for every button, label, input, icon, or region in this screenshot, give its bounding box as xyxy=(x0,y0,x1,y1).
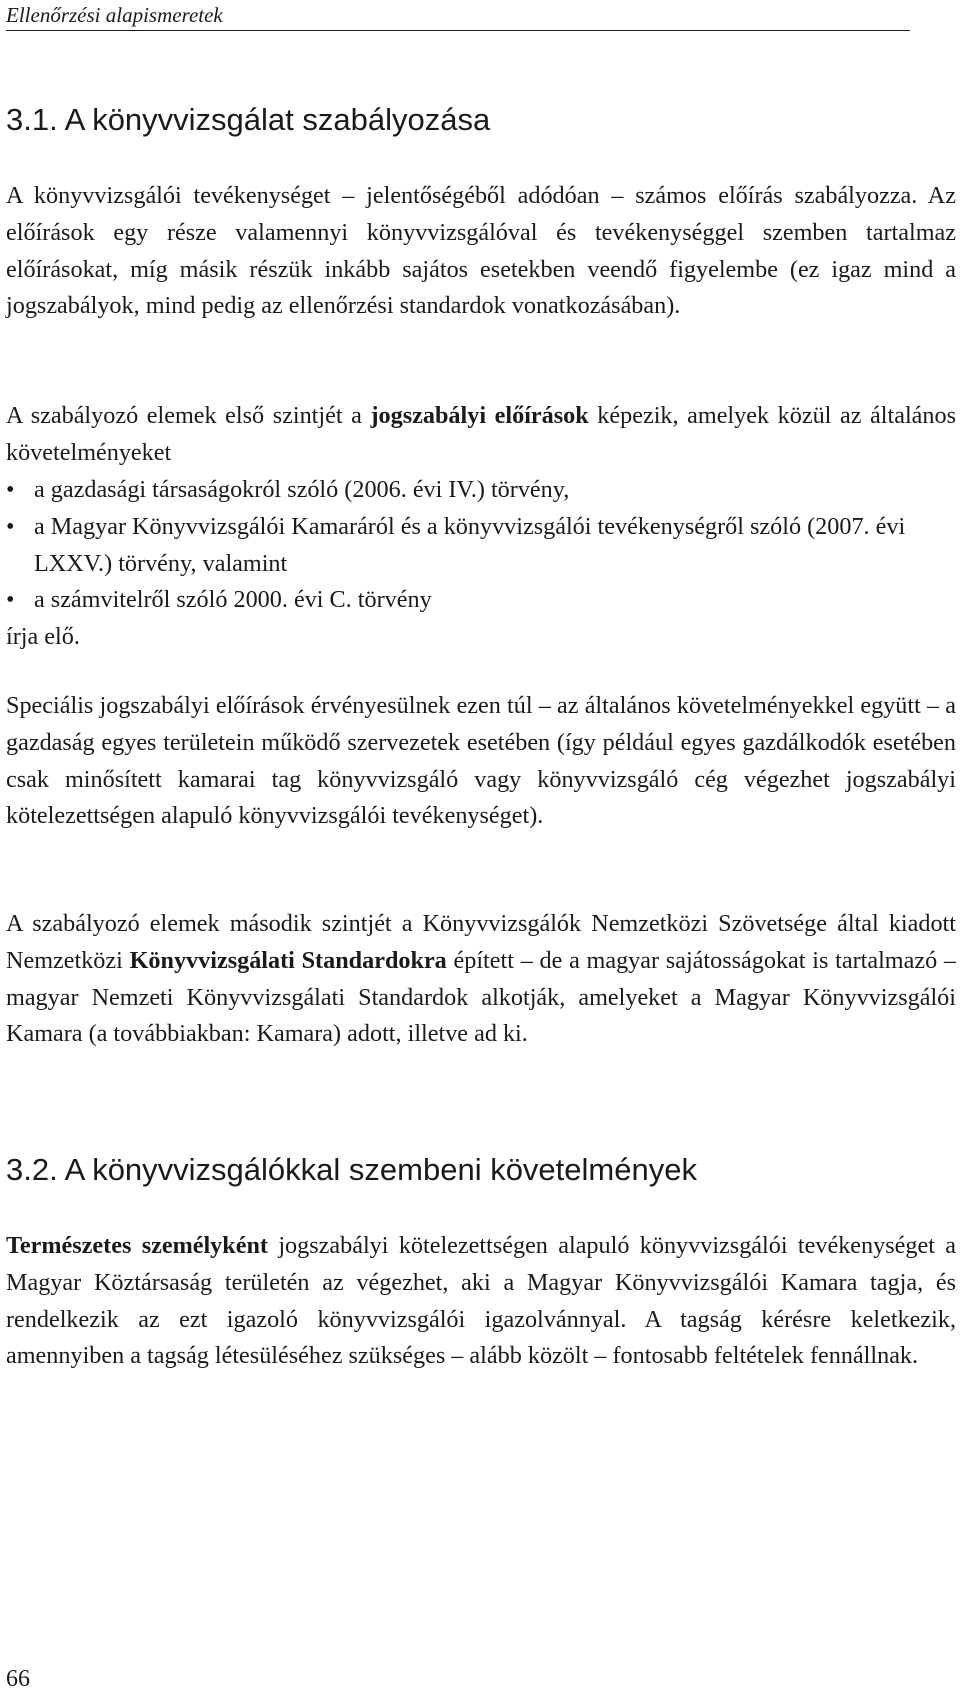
paragraph-requirements xyxy=(6,1228,956,1375)
running-head: Ellenőrzési alapismeretek xyxy=(6,2,910,31)
law-list xyxy=(6,472,956,619)
paragraph-second-level-tail: épített – de a magyar sajátosságokat is tartalmazó – magyar Nemzeti Könyvvizsgálati Standardok alkotják, amelyeket a Magyar Könyvvizsgálói Kamara (a továbbiakban: Kamara) adott, illetve ad ki. xyxy=(6,946,957,1048)
list-item-text: a gazdasági társaságokról szóló (2006. évi IV.) törvény, xyxy=(34,476,570,503)
bullet-icon: • xyxy=(6,586,15,614)
bullet-icon: • xyxy=(6,512,15,540)
paragraph-first-level xyxy=(6,398,956,472)
keyword-termeszetes-szemelykent: Természetes személyként xyxy=(6,1232,268,1259)
list-item xyxy=(6,582,956,619)
paragraph-first-level-tail: képezik, amelyek közül az általános követelményeket xyxy=(6,402,957,466)
keyword-jogszabalyi-eloirasok: jogszabályi előírások xyxy=(370,402,589,429)
list-item-text: a Magyar Könyvvizsgálói Kamaráról és a könyvvizsgálói tevékenységről szóló (2007. évi LXXV.) törvény, valamint xyxy=(34,512,906,577)
section-heading-3-1: 3.1. A könyvvizsgálat szabályozása xyxy=(6,102,491,137)
list-item-text: a számvitelről szóló 2000. évi C. törvény xyxy=(34,586,432,614)
paragraph-requirements-tail: jogszabályi kötelezettségen alapuló könyvvizsgálói tevékenységet a Magyar Köztársaság területén az végezhet, aki a Magyar Könyvvizsgálói Kamara tagja, és rendelkezik az ezt igazoló könyvvizsgálói igazolvánnyal. A tagság kérésre keletkezik, amennyiben a tagság létesüléséhez szükséges – alább közölt – fontosabb feltételek fennállnak. xyxy=(6,1232,956,1370)
paragraph-first-level-lead: A szabályozó elemek első szintjét a xyxy=(6,402,371,429)
paragraph-second-level-lead: A szabályozó elemek második szintjét a Könyvvizsgálók Nemzetközi Szövetsége által kiadott Nemzetközi xyxy=(6,910,956,974)
list-item xyxy=(6,472,956,509)
paragraph-intro: A könyvvizsgálói tevékenységet – jelentőségéből adódóan – számos előírás szabályozza. Az előírások egy része valamennyi könyvvizsgálóval és tevékenységgel szemben tartalmaz előírásokat, míg másik részük inkább sajátos esetekben veendő figyelembe (ez igaz mind a jogszabályok, mind pedig az ellenőrzési standardok vonatkozásában). xyxy=(6,182,956,320)
paragraph-irja-elo: írja elő. xyxy=(6,623,80,650)
section-heading-3-2: 3.2. A könyvvizsgálókkal szembeni követelmények xyxy=(6,1152,697,1187)
paragraph-special-rules: Speciális jogszabályi előírások érvényesülnek ezen túl – az általános követelményekkel együtt – a gazdaság egyes területein működő szervezetek esetében (így például egyes gazdálkodók esetében csak minősített kamarai tag könyvvizsgáló vagy könyvvizsgáló cég végezhet jogszabályi kötelezettségen alapuló könyvvizsgálói tevékenységet). xyxy=(6,692,956,830)
paragraph-second-level xyxy=(6,906,956,1053)
keyword-konyvvizsgalati-standardokra: Könyvvizsgálati Standardokra xyxy=(129,946,447,974)
bullet-icon: • xyxy=(6,476,15,503)
page-number: 66 xyxy=(6,1666,30,1692)
list-item xyxy=(6,509,956,583)
